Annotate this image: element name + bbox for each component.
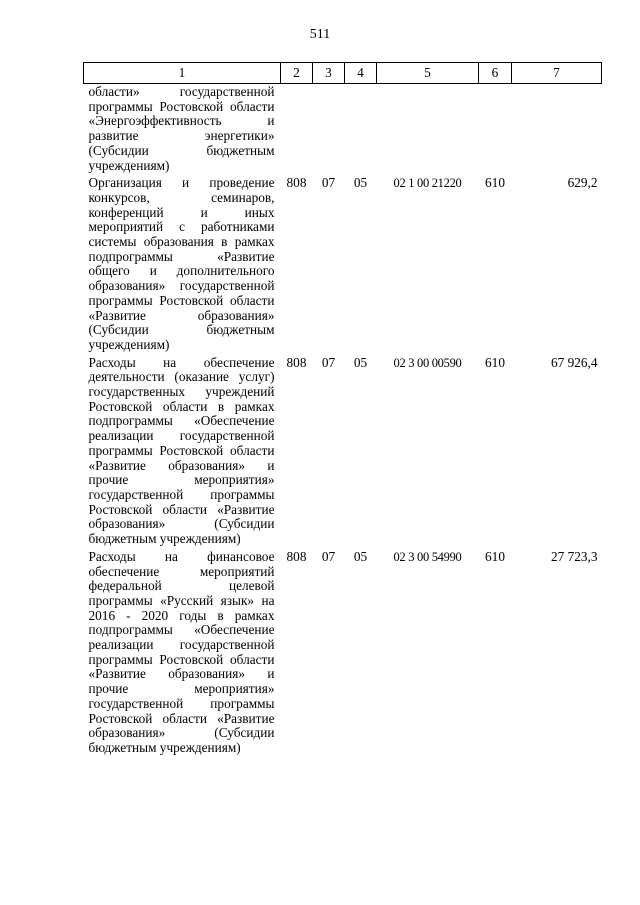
row-pr: 05 bbox=[353, 354, 368, 370]
row-csr: 02 1 00 21220 bbox=[393, 176, 462, 191]
header-cell-1: 1 bbox=[84, 63, 281, 84]
row-ved: 808 bbox=[286, 354, 307, 370]
table-header bbox=[84, 63, 602, 84]
header-cell-7: 7 bbox=[512, 63, 602, 84]
row-vr: 610 bbox=[485, 548, 505, 564]
row-vr: 610 bbox=[485, 175, 505, 191]
row-rz: 07 bbox=[321, 175, 336, 191]
header-cell-2: 2 bbox=[281, 63, 313, 84]
row-pr bbox=[345, 84, 377, 177]
row-description: области» государственной программы Ростовской области «Энергоэффективность и развитие энергетики» (Субсидии бюджетным учреждениям) bbox=[88, 84, 275, 173]
table-row bbox=[84, 356, 602, 550]
table-row bbox=[84, 550, 602, 759]
header-cell-6: 6 bbox=[479, 63, 512, 84]
header-cell-5: 5 bbox=[377, 63, 479, 84]
row-ved bbox=[281, 84, 313, 177]
row-sum: 27 723,3 bbox=[550, 548, 598, 564]
row-description: Расходы на обеспечение деятельности (оказание услуг) государственных учреждений Ростовской области в рамках подпрограммы «Обеспечение реализации государственной программы Ростовской области «Развитие образования» и прочие мероприятия» государственной программы Ростовской области «Развитие образования» (Субсидии бюджетным учреждениям) bbox=[88, 354, 275, 547]
row-ved: 808 bbox=[286, 548, 307, 564]
header-cell-3: 3 bbox=[313, 63, 345, 84]
row-vr: 610 bbox=[485, 354, 505, 370]
table-row bbox=[84, 84, 602, 177]
row-pr: 05 bbox=[353, 175, 368, 191]
row-rz: 07 bbox=[321, 354, 336, 370]
table-body bbox=[84, 84, 602, 759]
row-csr: 02 3 00 54990 bbox=[393, 549, 462, 564]
row-sum: 629,2 bbox=[567, 175, 598, 191]
row-vr bbox=[479, 84, 512, 177]
budget-table bbox=[83, 62, 602, 759]
row-ved: 808 bbox=[286, 175, 307, 191]
row-csr bbox=[377, 84, 479, 177]
table-row bbox=[84, 176, 602, 355]
header-cell-4: 4 bbox=[345, 63, 377, 84]
row-sum: 67 926,4 bbox=[550, 354, 598, 370]
row-sum bbox=[512, 84, 602, 177]
row-description: Организация и проведение конкурсов, семинаров, конференций и иных мероприятий с работниками системы образования в рамках подпрограммы «Развитие общего и дополнительного образования» государственной программы Ростовской области «Развитие образования» (Субсидии бюджетным учреждениям) bbox=[88, 175, 275, 352]
header-row bbox=[84, 63, 602, 84]
row-csr: 02 3 00 00590 bbox=[393, 355, 462, 370]
row-rz bbox=[313, 84, 345, 177]
row-description: Расходы на финансовое обеспечение мероприятий федеральной целевой программы «Русский язык» на 2016 - 2020 годы в рамках подпрограммы «Обеспечение реализации государственной программы Ростовской области «Развитие образования» и прочие мероприятия» государственной программы Ростовской области «Развитие образования» (Субсидии бюджетным учреждениям) bbox=[88, 548, 275, 755]
page-number: 511 bbox=[309, 27, 331, 42]
row-pr: 05 bbox=[353, 548, 368, 564]
row-rz: 07 bbox=[321, 548, 336, 564]
